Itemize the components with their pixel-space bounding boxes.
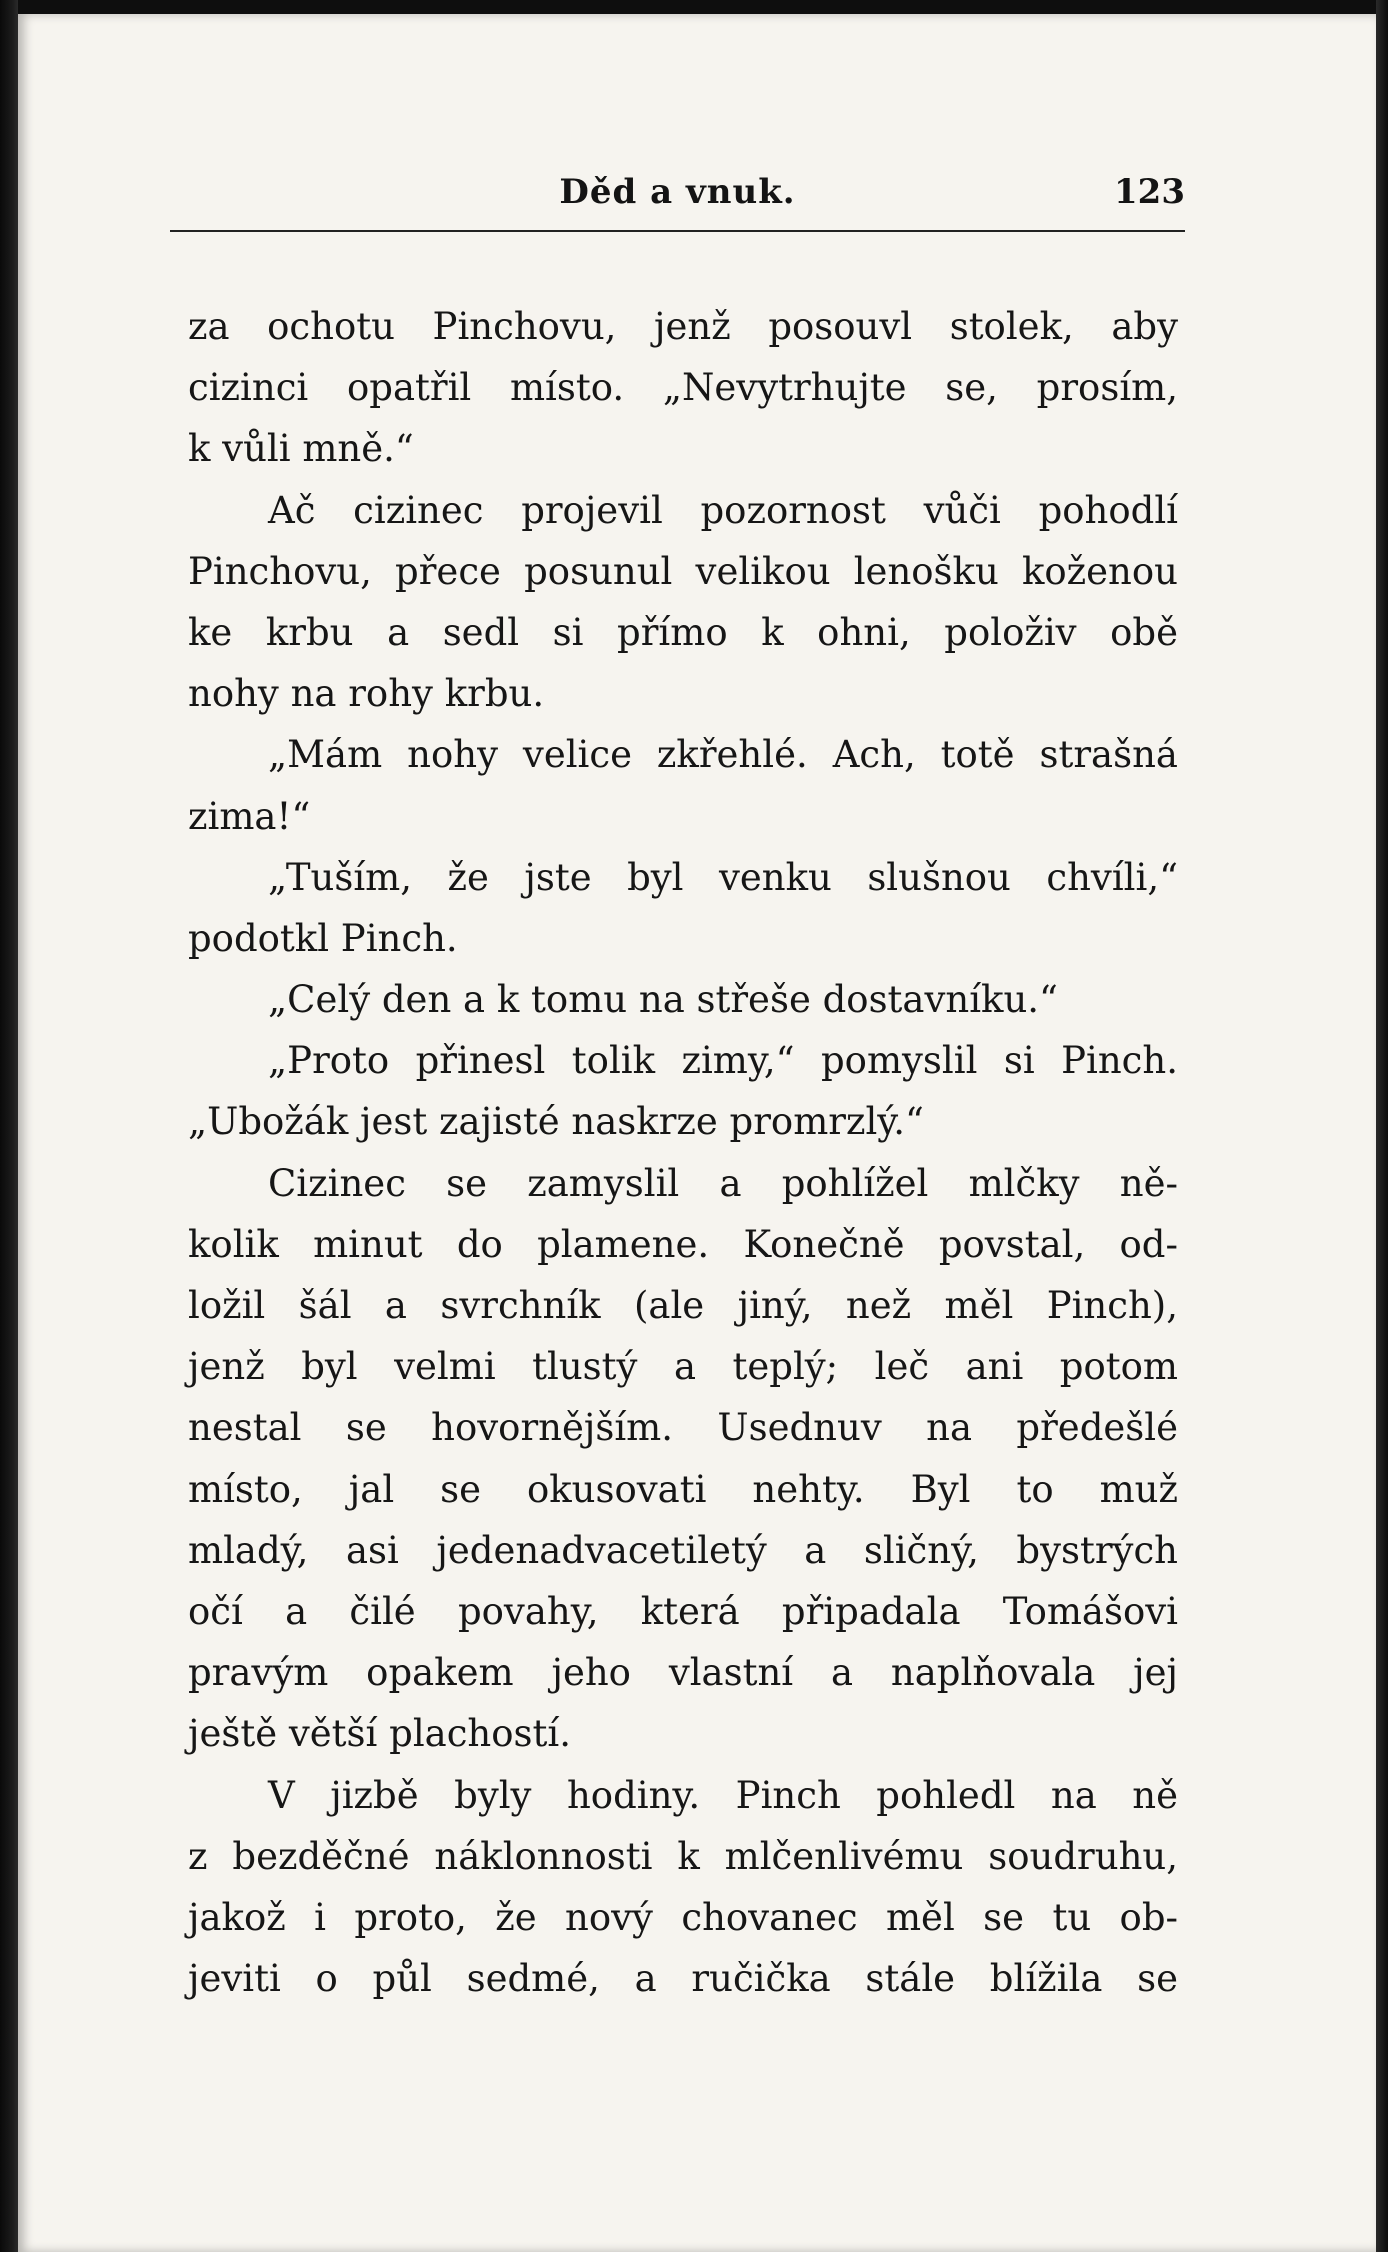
text-line: podotkl Pinch. [188,916,458,960]
text-line: „Mám nohy velice zkřehlé. Ach, totě strašná [268,733,1178,777]
text-line: ještě větší plachostí. [188,1712,571,1756]
text-line: nestal se hovornějším. Usednuv na předešlé [188,1406,1178,1450]
page-header [170,160,1185,232]
text-line: k vůli mně.“ [188,427,414,471]
text-line: místo, jal se okusovati nehty. Byl to muž [188,1467,1178,1511]
text-line: mladý, asi jedenadvacetiletý a sličný, bystrých [188,1528,1178,1572]
page-edge-right [1376,0,1388,2252]
text-line: Pinchovu, přece posunul velikou lenošku koženou [188,549,1178,593]
text-line: jakož i proto, že nový chovanec měl se tu ob- [188,1895,1178,1939]
text-line: pravým opakem jeho vlastní a naplňovala jej [188,1651,1178,1695]
running-title: Děd a vnuk. [559,172,796,212]
book-binding-edge [0,0,18,2252]
page-number: 123 [1114,172,1185,212]
text-line: nohy na rohy krbu. [188,672,545,716]
text-line: „Celý den a k tomu na střeše dostavníku.“ [268,978,1058,1022]
text-line: „Proto přinesl tolik zimy,“ pomyslil si Pinch. [268,1039,1178,1083]
text-line: cizinci opatřil místo. „Nevytrhujte se, prosím, [188,366,1178,410]
text-line: Cizinec se zamyslil a pohlížel mlčky ně- [268,1161,1178,1205]
text-line: z bezděčné náklonnosti k mlčenlivému soudruhu, [188,1834,1178,1878]
text-line: očí a čilé povahy, která připadala Tomášovi [188,1589,1178,1633]
text-line: ložil šál a svrchník (ale jiný, než měl Pinch), [188,1284,1178,1327]
text-line: ke krbu a sedl si přímo k ohni, položiv obě [188,610,1178,654]
text-line: jenž byl velmi tlustý a teplý; leč ani potom [188,1345,1178,1389]
text-line: „Tuším, že jste byl venku slušnou chvíli,“ [268,855,1178,899]
text-line: zima!“ [188,794,311,838]
body-text [188,296,1178,2009]
text-line: jeviti o půl sedmé, a ručička stále blížila se [188,1957,1178,2001]
text-line: V jizbě byly hodiny. Pinch pohledl na ně [268,1773,1178,1817]
text-line: Ač cizinec projevil pozornost vůči pohodlí [268,488,1178,532]
text-line: za ochotu Pinchovu, jenž posouvl stolek, aby [188,305,1178,348]
text-line: kolik minut do plamene. Konečně povstal, od- [188,1222,1178,1266]
page-edge-top [0,0,1388,14]
text-line: „Ubožák jest zajisté naskrze promrzlý.“ [188,1100,924,1144]
